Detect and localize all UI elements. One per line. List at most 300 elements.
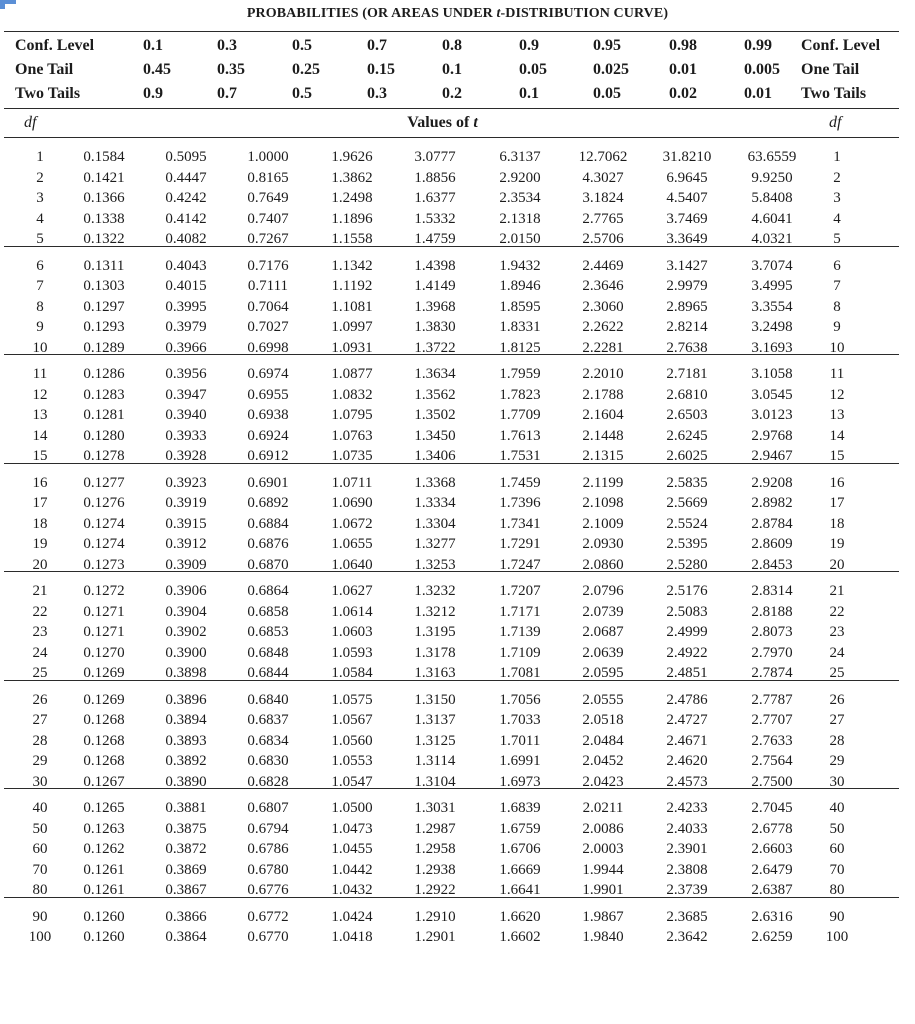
table-row	[0, 168, 915, 188]
header-labels-left	[15, 34, 94, 106]
t-value-cell: 1.2910	[414, 908, 456, 925]
row-group	[0, 683, 915, 792]
t-value-cell: 1.7171	[499, 603, 541, 620]
t-value-cell: 1.0593	[331, 644, 373, 661]
t-value-cell: 2.1788	[582, 386, 624, 403]
t-value-cell: 1.0735	[331, 448, 373, 464]
t-value-cell: 0.6848	[247, 644, 289, 661]
t-value-cell: 5.8408	[751, 190, 793, 206]
df-cell: 50	[829, 820, 845, 837]
t-value-cell: 1.1192	[331, 278, 373, 294]
t-value-cell: 0.1265	[83, 800, 125, 816]
df-cell: 13	[829, 407, 845, 423]
table-row	[0, 473, 915, 493]
t-value-cell: 1.3163	[414, 665, 456, 681]
t-value-cell: 3.7074	[751, 257, 793, 274]
t-value-cell: 1.1342	[331, 257, 373, 274]
df-cell: 26	[829, 691, 845, 708]
df-cell: 11	[829, 366, 845, 382]
t-value-cell: 1.0432	[331, 882, 373, 898]
t-value-cell: 0.1267	[83, 773, 125, 790]
t-value-cell: 0.3893	[165, 732, 207, 749]
t-value-cell: 0.1280	[83, 427, 125, 444]
group-divider	[4, 463, 899, 464]
t-value-cell: 2.4671	[666, 732, 708, 749]
t-value-cell: 0.1584	[83, 149, 125, 165]
t-value-cell: 2.6778	[751, 820, 793, 837]
df-cell: 70	[32, 861, 48, 878]
t-value-cell: 2.4573	[666, 773, 708, 790]
t-value-cell: 2.8784	[751, 515, 793, 532]
df-cell: 14	[829, 427, 845, 444]
t-value-cell: 1.3502	[414, 407, 456, 423]
t-value-cell: 1.0690	[331, 495, 373, 511]
df-cell: 23	[32, 624, 48, 640]
t-value-cell: 0.1261	[83, 861, 125, 878]
t-value-cell: 2.5669	[666, 495, 708, 511]
label-one-tail: One Tail	[15, 61, 74, 78]
t-value-cell: 2.6479	[751, 861, 793, 878]
t-value-cell: 2.9768	[751, 427, 793, 444]
t-value-cell: 2.7765	[582, 210, 624, 227]
df-cell: 18	[829, 515, 845, 532]
t-value-cell: 0.6870	[247, 556, 289, 573]
table-row	[0, 927, 915, 947]
t-value-cell: 0.3940	[165, 407, 207, 423]
conf-level-value: 0.9	[519, 37, 539, 54]
t-value-cell: 31.8210	[662, 149, 712, 165]
row-group	[0, 357, 915, 466]
t-value-cell: 0.7064	[247, 298, 289, 315]
df-cell: 24	[829, 644, 845, 661]
df-cell: 4	[36, 210, 44, 227]
two-tails-value: 0.02	[669, 85, 697, 102]
group-divider	[4, 788, 899, 789]
t-value-cell: 0.4242	[165, 190, 207, 206]
t-value-cell: 1.3253	[414, 556, 456, 573]
t-value-cell: 0.1322	[83, 231, 125, 247]
df-cell: 1	[833, 149, 841, 165]
t-value-cell: 0.1272	[83, 583, 125, 599]
t-value-cell: 2.8073	[751, 624, 793, 640]
t-value-cell: 0.6780	[247, 861, 289, 878]
t-value-cell: 2.4922	[666, 644, 708, 661]
df-cell: 100	[28, 929, 52, 945]
table-row	[0, 839, 915, 859]
t-value-cell: 0.4015	[165, 278, 207, 294]
t-value-cell: 0.3892	[165, 753, 207, 769]
t-value-cell: 1.3634	[414, 366, 456, 382]
df-cell: 17	[829, 495, 845, 511]
t-value-cell: 1.9944	[582, 861, 624, 878]
t-value-cell: 2.0930	[582, 536, 624, 552]
two-tails-value: 0.1	[519, 85, 539, 102]
t-value-cell: 2.1009	[582, 515, 624, 532]
conf-level-value: 0.3	[217, 37, 237, 54]
one-tail-value: 0.025	[593, 61, 629, 78]
t-value-cell: 0.3872	[165, 841, 207, 857]
t-value-cell: 1.3334	[414, 495, 456, 511]
t-value-cell: 1.6991	[499, 753, 541, 769]
t-value-cell: 1.1896	[331, 210, 373, 227]
t-value-cell: 1.0640	[331, 556, 373, 573]
t-values-table	[0, 140, 915, 1024]
header-col-8	[669, 34, 697, 106]
table-row	[0, 731, 915, 751]
df-cell: 20	[829, 556, 845, 573]
t-value-cell: 0.1271	[83, 624, 125, 640]
df-cell: 28	[829, 732, 845, 749]
row-group	[0, 140, 915, 249]
t-value-cell: 0.3890	[165, 773, 207, 790]
df-cell: 80	[829, 882, 845, 898]
table-row	[0, 907, 915, 927]
t-value-cell: 1.9901	[582, 882, 624, 898]
df-cell: 8	[36, 298, 44, 315]
t-value-cell: 2.8965	[666, 298, 708, 315]
t-value-cell: 1.3862	[331, 169, 373, 186]
t-value-cell: 0.6912	[247, 448, 289, 464]
t-value-cell: 2.6503	[666, 407, 708, 423]
t-value-cell: 1.3031	[414, 800, 456, 816]
df-cell: 15	[829, 448, 845, 464]
t-value-cell: 1.0795	[331, 407, 373, 423]
t-value-cell: 2.1448	[582, 427, 624, 444]
t-value-cell: 2.5280	[666, 556, 708, 573]
t-value-cell: 2.0796	[582, 583, 624, 599]
df-cell: 27	[32, 712, 48, 728]
df-cell: 19	[32, 536, 48, 552]
df-cell: 10	[32, 339, 48, 356]
df-cell: 23	[829, 624, 845, 640]
t-value-cell: 1.0424	[331, 908, 373, 925]
t-value-cell: 1.0442	[331, 861, 373, 878]
t-value-cell: 0.3995	[165, 298, 207, 315]
t-value-cell: 0.6858	[247, 603, 289, 620]
t-value-cell: 1.3368	[414, 474, 456, 491]
conf-level-value: 0.99	[744, 37, 772, 54]
df-cell: 25	[829, 665, 845, 681]
t-value-cell: 1.7959	[499, 366, 541, 382]
t-value-cell: 1.8946	[499, 278, 541, 294]
t-value-cell: 0.3912	[165, 536, 207, 552]
t-value-cell: 1.0560	[331, 732, 373, 749]
df-cell: 29	[32, 753, 48, 769]
t-value-cell: 0.1269	[83, 691, 125, 708]
group-divider	[4, 571, 899, 572]
t-value-cell: 1.0603	[331, 624, 373, 640]
t-value-cell: 0.3881	[165, 800, 207, 816]
t-value-cell: 2.3808	[666, 861, 708, 878]
t-value-cell: 0.5095	[165, 149, 207, 165]
table-row	[0, 147, 915, 167]
label-two-tails: Two Tails	[15, 85, 81, 102]
df-cell: 26	[32, 691, 48, 708]
t-value-cell: 0.1271	[83, 603, 125, 620]
t-value-cell: 1.0832	[331, 386, 373, 403]
t-value-cell: 1.7459	[499, 474, 541, 491]
t-value-cell: 1.0473	[331, 820, 373, 837]
df-cell: 100	[825, 929, 849, 945]
t-value-cell: 1.9626	[331, 149, 373, 165]
t-value-cell: 3.1693	[751, 339, 793, 356]
t-value-cell: 1.6620	[499, 908, 541, 925]
one-tail-value: 0.45	[143, 61, 171, 78]
t-value-cell: 2.7564	[751, 753, 793, 769]
t-value-cell: 2.0484	[582, 732, 624, 749]
t-value-cell: 1.0553	[331, 753, 373, 769]
t-value-cell: 0.6837	[247, 712, 289, 728]
t-value-cell: 2.4469	[582, 257, 624, 274]
header-col-6	[519, 34, 547, 106]
header-col-3	[292, 34, 320, 106]
t-value-cell: 0.1283	[83, 386, 125, 403]
df-cell: 60	[32, 841, 48, 857]
df-cell: 21	[32, 583, 48, 599]
t-value-cell: 1.2901	[414, 929, 456, 945]
t-value-cell: 0.6807	[247, 800, 289, 816]
t-value-cell: 2.0687	[582, 624, 624, 640]
t-value-cell: 1.8856	[414, 169, 456, 186]
t-value-cell: 2.6025	[666, 448, 708, 464]
column-header	[0, 34, 915, 106]
t-value-cell: 0.1289	[83, 339, 125, 356]
t-value-cell: 2.0518	[582, 712, 624, 728]
two-tails-value: 0.5	[292, 85, 312, 102]
table-row	[0, 385, 915, 405]
t-value-cell: 2.1315	[582, 448, 624, 464]
df-cell: 5	[833, 231, 841, 247]
df-cell: 6	[36, 257, 44, 274]
df-cell: 9	[833, 319, 841, 335]
t-value-cell: 1.6602	[499, 929, 541, 945]
t-value-cell: 1.6973	[499, 773, 541, 790]
header-col-5	[442, 34, 462, 106]
df-cell: 28	[32, 732, 48, 749]
t-value-cell: 1.0547	[331, 773, 373, 790]
t-value-cell: 2.1098	[582, 495, 624, 511]
t-value-cell: 1.3212	[414, 603, 456, 620]
t-value-cell: 2.2622	[582, 319, 624, 335]
df-cell: 60	[829, 841, 845, 857]
df-cell: 7	[833, 278, 841, 294]
t-value-cell: 1.4149	[414, 278, 456, 294]
t-value-cell: 0.1268	[83, 732, 125, 749]
conf-level-value: 0.95	[593, 37, 621, 54]
t-value-cell: 0.1268	[83, 753, 125, 769]
t-value-cell: 1.7613	[499, 427, 541, 444]
df-cell: 16	[32, 474, 48, 491]
t-value-cell: 2.7874	[751, 665, 793, 681]
table-row	[0, 643, 915, 663]
table-row	[0, 798, 915, 818]
t-value-cell: 0.1260	[83, 908, 125, 925]
t-value-cell: 3.0777	[414, 149, 456, 165]
df-cell: 8	[833, 298, 841, 315]
t-value-cell: 0.1278	[83, 448, 125, 464]
t-value-cell: 0.6892	[247, 495, 289, 511]
df-label-left: df	[24, 114, 37, 131]
t-value-cell: 0.6772	[247, 908, 289, 925]
t-value-cell: 0.6864	[247, 583, 289, 599]
t-value-cell: 2.3901	[666, 841, 708, 857]
table-row	[0, 751, 915, 771]
df-cell: 5	[36, 231, 44, 247]
t-value-cell: 3.0123	[751, 407, 793, 423]
df-cell: 22	[829, 603, 845, 620]
t-value-cell: 2.5083	[666, 603, 708, 620]
t-value-cell: 1.0877	[331, 366, 373, 382]
t-value-cell: 1.7341	[499, 515, 541, 532]
t-value-cell: 2.5835	[666, 474, 708, 491]
t-value-cell: 1.0000	[247, 149, 289, 165]
row-group	[0, 900, 915, 1009]
t-value-cell: 1.0711	[331, 474, 373, 491]
df-cell: 11	[32, 366, 48, 382]
values-of-t-label	[0, 114, 885, 132]
t-value-cell: 2.9979	[666, 278, 708, 294]
t-value-cell: 2.0555	[582, 691, 624, 708]
t-value-cell: 2.5706	[582, 231, 624, 247]
table-row	[0, 188, 915, 208]
t-value-cell: 1.7033	[499, 712, 541, 728]
t-value-cell: 0.3867	[165, 882, 207, 898]
t-value-cell: 0.1293	[83, 319, 125, 335]
df-cell: 10	[829, 339, 845, 356]
t-value-cell: 1.7109	[499, 644, 541, 661]
table-row	[0, 819, 915, 839]
t-value-cell: 0.6770	[247, 929, 289, 945]
t-value-cell: 2.0595	[582, 665, 624, 681]
t-value-cell: 0.6924	[247, 427, 289, 444]
t-value-cell: 2.5524	[666, 515, 708, 532]
row-group	[0, 574, 915, 683]
t-value-cell: 0.3896	[165, 691, 207, 708]
t-value-cell: 0.1277	[83, 474, 125, 491]
t-value-cell: 3.2498	[751, 319, 793, 335]
t-value-cell: 0.7027	[247, 319, 289, 335]
t-value-cell: 1.7531	[499, 448, 541, 464]
group-divider	[4, 354, 899, 355]
t-value-cell: 1.9867	[582, 908, 624, 925]
table-row	[0, 364, 915, 384]
t-value-cell: 1.3195	[414, 624, 456, 640]
table-row	[0, 602, 915, 622]
t-value-cell: 1.0655	[331, 536, 373, 552]
label-conf-level: Conf. Level	[801, 37, 881, 54]
t-value-cell: 0.6901	[247, 474, 289, 491]
t-value-cell: 1.2958	[414, 841, 456, 857]
df-cell: 15	[32, 448, 48, 464]
t-value-cell: 2.8314	[751, 583, 793, 599]
header-rule	[4, 108, 899, 109]
t-value-cell: 0.1270	[83, 644, 125, 661]
two-tails-value: 0.3	[367, 85, 387, 102]
t-value-cell: 12.7062	[578, 149, 628, 165]
header-col-9	[744, 34, 780, 106]
t-value-cell: 1.6669	[499, 861, 541, 878]
conf-level-value: 0.8	[442, 37, 462, 54]
t-value-cell: 0.6834	[247, 732, 289, 749]
df-cell: 6	[833, 257, 841, 274]
t-value-cell: 2.4727	[666, 712, 708, 728]
t-value-cell: 0.1311	[83, 257, 125, 274]
df-cell: 80	[32, 882, 48, 898]
header-col-1	[143, 34, 171, 106]
table-row	[0, 690, 915, 710]
t-value-cell: 2.0452	[582, 753, 624, 769]
df-cell: 90	[32, 908, 48, 925]
t-value-cell: 0.3906	[165, 583, 207, 599]
t-value-cell: 1.3125	[414, 732, 456, 749]
df-cell: 30	[829, 773, 845, 790]
t-value-cell: 2.5395	[666, 536, 708, 552]
t-value-cell: 2.1318	[499, 210, 541, 227]
t-value-cell: 3.1058	[751, 366, 793, 382]
t-value-cell: 0.4142	[165, 210, 207, 227]
table-title	[0, 6, 915, 26]
t-value-cell: 1.0575	[331, 691, 373, 708]
t-value-cell: 2.8609	[751, 536, 793, 552]
t-value-cell: 1.8595	[499, 298, 541, 315]
t-value-cell: 2.4851	[666, 665, 708, 681]
df-cell: 7	[36, 278, 44, 294]
t-value-cell: 0.3894	[165, 712, 207, 728]
t-value-cell: 0.3966	[165, 339, 207, 356]
t-value-cell: 2.6810	[666, 386, 708, 403]
t-value-cell: 2.0211	[582, 800, 624, 816]
table-row	[0, 493, 915, 513]
t-value-cell: 1.3178	[414, 644, 456, 661]
t-value-cell: 0.6884	[247, 515, 289, 532]
df-cell: 4	[833, 210, 841, 227]
t-value-cell: 3.0545	[751, 386, 793, 403]
t-value-cell: 0.3875	[165, 820, 207, 837]
t-value-cell: 0.3869	[165, 861, 207, 878]
two-tails-value: 0.9	[143, 85, 163, 102]
table-row	[0, 405, 915, 425]
t-value-cell: 1.3968	[414, 298, 456, 315]
t-value-cell: 0.3947	[165, 386, 207, 403]
values-of-prefix: Values of	[407, 114, 474, 131]
t-value-cell: 2.3642	[666, 929, 708, 945]
t-value-cell: 1.1081	[331, 298, 373, 315]
t-value-cell: 2.4620	[666, 753, 708, 769]
conf-level-value: 0.98	[669, 37, 697, 54]
t-value-cell: 3.4995	[751, 278, 793, 294]
t-value-cell: 1.0627	[331, 583, 373, 599]
t-value-cell: 0.1281	[83, 407, 125, 423]
t-value-cell: 1.0614	[331, 603, 373, 620]
t-value-cell: 0.6938	[247, 407, 289, 423]
t-value-cell: 0.1274	[83, 536, 125, 552]
t-value-cell: 2.9200	[499, 169, 541, 186]
t-value-cell: 1.0763	[331, 427, 373, 444]
t-value-cell: 1.7823	[499, 386, 541, 403]
t-value-cell: 1.7011	[499, 732, 541, 749]
t-value-cell: 1.6706	[499, 841, 541, 857]
df-cell: 70	[829, 861, 845, 878]
t-value-cell: 0.1268	[83, 712, 125, 728]
t-value-cell: 1.7056	[499, 691, 541, 708]
t-value-cell: 0.7111	[247, 278, 289, 294]
t-value-cell: 1.0500	[331, 800, 373, 816]
t-value-cell: 6.3137	[499, 149, 541, 165]
t-value-cell: 2.7707	[751, 712, 793, 728]
t-value-cell: 1.3450	[414, 427, 456, 444]
t-value-cell: 1.3232	[414, 583, 456, 599]
label-one-tail: One Tail	[801, 61, 860, 78]
